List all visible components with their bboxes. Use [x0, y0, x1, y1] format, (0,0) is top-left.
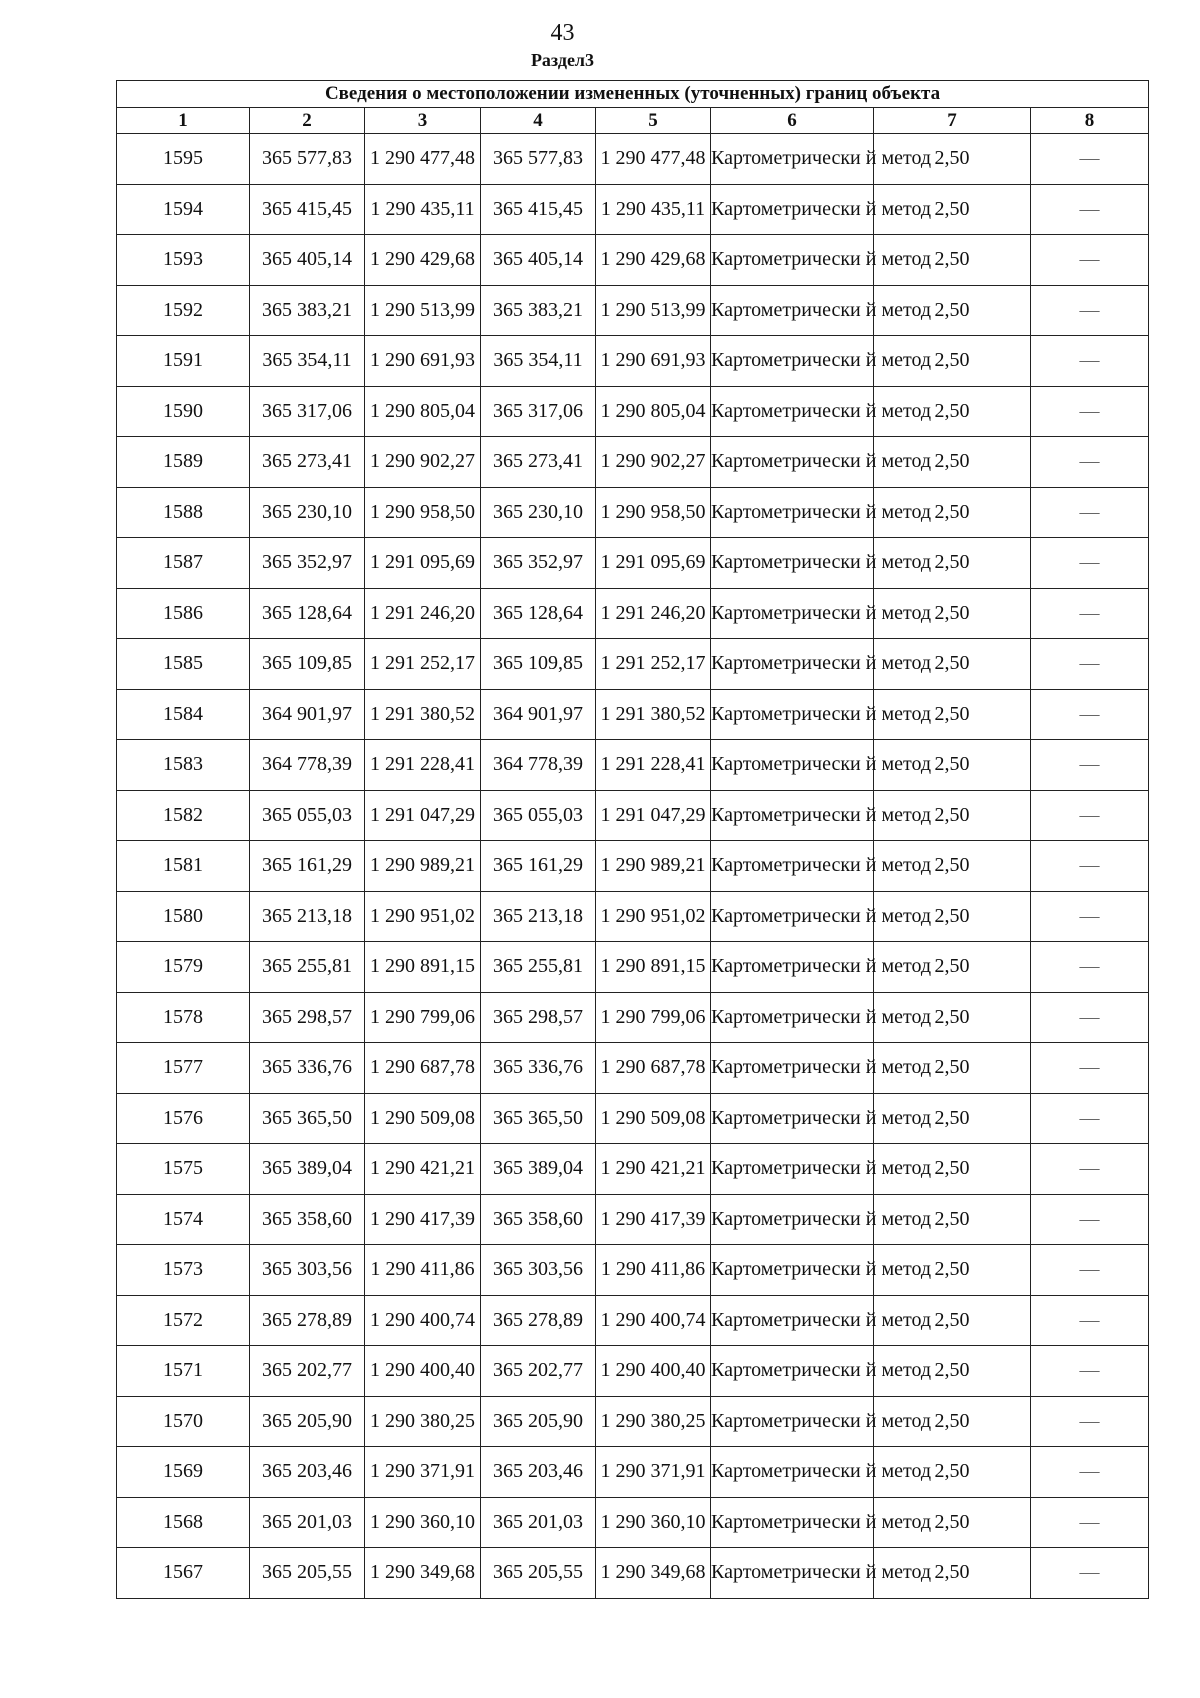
table-row: [117, 639, 1149, 690]
accuracy-cell: 2,50: [874, 992, 1031, 1043]
y-old-cell: 1 290 360,10: [365, 1497, 481, 1548]
accuracy-cell: 2,50: [874, 1497, 1031, 1548]
x-new-cell: 365 389,04: [481, 1144, 596, 1195]
y-new-cell: 1 290 891,15: [596, 942, 711, 993]
description-cell: —: [1031, 1548, 1149, 1599]
x-new-cell: 365 255,81: [481, 942, 596, 993]
y-old-cell: 1 291 095,69: [365, 538, 481, 589]
accuracy-cell: 2,50: [874, 386, 1031, 437]
y-new-cell: 1 291 228,41: [596, 740, 711, 791]
x-old-cell: 365 273,41: [250, 437, 365, 488]
x-new-cell: 365 317,06: [481, 386, 596, 437]
method-cell: Картометрически й метод: [711, 538, 874, 589]
description-cell: —: [1031, 1295, 1149, 1346]
y-old-cell: 1 290 799,06: [365, 992, 481, 1043]
accuracy-cell: 2,50: [874, 538, 1031, 589]
table-row: [117, 184, 1149, 235]
point-number-cell: 1588: [117, 487, 250, 538]
point-number-cell: 1581: [117, 841, 250, 892]
y-new-cell: 1 290 435,11: [596, 184, 711, 235]
x-new-cell: 365 415,45: [481, 184, 596, 235]
y-old-cell: 1 291 246,20: [365, 588, 481, 639]
description-cell: —: [1031, 992, 1149, 1043]
description-cell: —: [1031, 1194, 1149, 1245]
x-new-cell: 365 577,83: [481, 134, 596, 185]
description-cell: —: [1031, 1396, 1149, 1447]
y-new-cell: 1 290 371,91: [596, 1447, 711, 1498]
method-cell: Картометрически й метод: [711, 992, 874, 1043]
accuracy-cell: 2,50: [874, 235, 1031, 286]
y-old-cell: 1 291 252,17: [365, 639, 481, 690]
accuracy-cell: 2,50: [874, 487, 1031, 538]
method-cell: Картометрически й метод: [711, 740, 874, 791]
method-cell: Картометрически й метод: [711, 1295, 874, 1346]
y-old-cell: 1 291 047,29: [365, 790, 481, 841]
x-new-cell: 365 352,97: [481, 538, 596, 589]
x-new-cell: 365 202,77: [481, 1346, 596, 1397]
x-new-cell: 365 278,89: [481, 1295, 596, 1346]
method-cell: Картометрически й метод: [711, 184, 874, 235]
accuracy-cell: 2,50: [874, 1144, 1031, 1195]
point-number-cell: 1569: [117, 1447, 250, 1498]
table-row: [117, 1245, 1149, 1296]
point-number-cell: 1595: [117, 134, 250, 185]
accuracy-cell: 2,50: [874, 437, 1031, 488]
x-new-cell: 365 213,18: [481, 891, 596, 942]
table-row: [117, 134, 1149, 185]
x-new-cell: 365 055,03: [481, 790, 596, 841]
x-new-cell: 365 303,56: [481, 1245, 596, 1296]
y-new-cell: 1 291 380,52: [596, 689, 711, 740]
point-number-cell: 1567: [117, 1548, 250, 1599]
y-new-cell: 1 290 417,39: [596, 1194, 711, 1245]
y-new-cell: 1 290 429,68: [596, 235, 711, 286]
point-number-cell: 1570: [117, 1396, 250, 1447]
y-new-cell: 1 290 400,40: [596, 1346, 711, 1397]
y-new-cell: 1 290 509,08: [596, 1093, 711, 1144]
y-old-cell: 1 290 951,02: [365, 891, 481, 942]
point-number-cell: 1582: [117, 790, 250, 841]
method-cell: Картометрически й метод: [711, 1194, 874, 1245]
method-cell: Картометрически й метод: [711, 386, 874, 437]
y-old-cell: 1 291 228,41: [365, 740, 481, 791]
y-new-cell: 1 290 349,68: [596, 1548, 711, 1599]
description-cell: —: [1031, 588, 1149, 639]
column-header-8: 8: [1031, 108, 1149, 134]
coordinates-table: [116, 80, 1149, 1599]
method-cell: Картометрически й метод: [711, 841, 874, 892]
description-cell: —: [1031, 386, 1149, 437]
y-old-cell: 1 290 989,21: [365, 841, 481, 892]
x-new-cell: 364 778,39: [481, 740, 596, 791]
y-new-cell: 1 290 360,10: [596, 1497, 711, 1548]
description-cell: —: [1031, 740, 1149, 791]
x-new-cell: 365 205,90: [481, 1396, 596, 1447]
table-row: [117, 487, 1149, 538]
point-number-cell: 1568: [117, 1497, 250, 1548]
y-old-cell: 1 290 400,40: [365, 1346, 481, 1397]
y-old-cell: 1 290 400,74: [365, 1295, 481, 1346]
x-old-cell: 365 303,56: [250, 1245, 365, 1296]
x-new-cell: 365 405,14: [481, 235, 596, 286]
y-new-cell: 1 290 951,02: [596, 891, 711, 942]
table-row: [117, 992, 1149, 1043]
y-new-cell: 1 290 805,04: [596, 386, 711, 437]
point-number-cell: 1585: [117, 639, 250, 690]
description-cell: —: [1031, 639, 1149, 690]
column-header-4: 4: [481, 108, 596, 134]
method-cell: Картометрически й метод: [711, 1093, 874, 1144]
point-number-cell: 1580: [117, 891, 250, 942]
x-old-cell: 365 109,85: [250, 639, 365, 690]
column-header-6: 6: [711, 108, 874, 134]
accuracy-cell: 2,50: [874, 891, 1031, 942]
y-old-cell: 1 290 380,25: [365, 1396, 481, 1447]
method-cell: Картометрически й метод: [711, 1447, 874, 1498]
x-old-cell: 365 205,55: [250, 1548, 365, 1599]
table-row: [117, 588, 1149, 639]
accuracy-cell: 2,50: [874, 1093, 1031, 1144]
point-number-cell: 1592: [117, 285, 250, 336]
x-old-cell: 365 205,90: [250, 1396, 365, 1447]
y-new-cell: 1 290 421,21: [596, 1144, 711, 1195]
y-old-cell: 1 291 380,52: [365, 689, 481, 740]
table-row: [117, 1396, 1149, 1447]
method-cell: Картометрически й метод: [711, 891, 874, 942]
table-row: [117, 891, 1149, 942]
y-old-cell: 1 290 421,21: [365, 1144, 481, 1195]
x-old-cell: 365 352,97: [250, 538, 365, 589]
y-new-cell: 1 291 047,29: [596, 790, 711, 841]
y-new-cell: 1 290 380,25: [596, 1396, 711, 1447]
x-old-cell: 365 317,06: [250, 386, 365, 437]
y-old-cell: 1 290 958,50: [365, 487, 481, 538]
table-row: [117, 1548, 1149, 1599]
column-header-1: 1: [117, 108, 250, 134]
method-cell: Картометрически й метод: [711, 1144, 874, 1195]
point-number-cell: 1586: [117, 588, 250, 639]
accuracy-cell: 2,50: [874, 639, 1031, 690]
x-old-cell: 365 230,10: [250, 487, 365, 538]
x-old-cell: 365 255,81: [250, 942, 365, 993]
y-old-cell: 1 290 429,68: [365, 235, 481, 286]
x-new-cell: 365 109,85: [481, 639, 596, 690]
description-cell: —: [1031, 891, 1149, 942]
table-caption: Сведения о местоположении измененных (уточненных) границ объекта: [117, 81, 1149, 108]
y-new-cell: 1 291 252,17: [596, 639, 711, 690]
accuracy-cell: 2,50: [874, 1396, 1031, 1447]
accuracy-cell: 2,50: [874, 336, 1031, 387]
y-new-cell: 1 290 799,06: [596, 992, 711, 1043]
description-cell: —: [1031, 134, 1149, 185]
y-new-cell: 1 290 411,86: [596, 1245, 711, 1296]
x-old-cell: 365 055,03: [250, 790, 365, 841]
table-row: [117, 1497, 1149, 1548]
table-row: [117, 437, 1149, 488]
table-row: [117, 538, 1149, 589]
table-row: [117, 942, 1149, 993]
x-new-cell: 365 354,11: [481, 336, 596, 387]
y-new-cell: 1 290 477,48: [596, 134, 711, 185]
accuracy-cell: 2,50: [874, 1194, 1031, 1245]
method-cell: Картометрически й метод: [711, 1346, 874, 1397]
description-cell: —: [1031, 1346, 1149, 1397]
column-header-7: 7: [874, 108, 1031, 134]
y-new-cell: 1 290 400,74: [596, 1295, 711, 1346]
table-row: [117, 386, 1149, 437]
x-old-cell: 364 778,39: [250, 740, 365, 791]
point-number-cell: 1593: [117, 235, 250, 286]
column-header-row: [117, 108, 1149, 134]
description-cell: —: [1031, 336, 1149, 387]
x-new-cell: 365 201,03: [481, 1497, 596, 1548]
description-cell: —: [1031, 1447, 1149, 1498]
accuracy-cell: 2,50: [874, 1245, 1031, 1296]
x-old-cell: 365 128,64: [250, 588, 365, 639]
description-cell: —: [1031, 1043, 1149, 1094]
x-old-cell: 365 213,18: [250, 891, 365, 942]
description-cell: —: [1031, 1144, 1149, 1195]
method-cell: Картометрически й метод: [711, 1497, 874, 1548]
y-new-cell: 1 291 246,20: [596, 588, 711, 639]
x-new-cell: 365 358,60: [481, 1194, 596, 1245]
description-cell: —: [1031, 184, 1149, 235]
point-number-cell: 1590: [117, 386, 250, 437]
y-old-cell: 1 290 687,78: [365, 1043, 481, 1094]
description-cell: —: [1031, 1245, 1149, 1296]
page-number: 43: [550, 20, 575, 46]
table-row: [117, 1295, 1149, 1346]
x-old-cell: 365 358,60: [250, 1194, 365, 1245]
x-old-cell: 365 354,11: [250, 336, 365, 387]
x-new-cell: 365 383,21: [481, 285, 596, 336]
y-new-cell: 1 290 902,27: [596, 437, 711, 488]
table-row: [117, 1144, 1149, 1195]
method-cell: Картометрически й метод: [711, 689, 874, 740]
x-old-cell: 364 901,97: [250, 689, 365, 740]
accuracy-cell: 2,50: [874, 1043, 1031, 1094]
description-cell: —: [1031, 689, 1149, 740]
x-old-cell: 365 336,76: [250, 1043, 365, 1094]
description-cell: —: [1031, 437, 1149, 488]
y-old-cell: 1 290 349,68: [365, 1548, 481, 1599]
description-cell: —: [1031, 942, 1149, 993]
description-cell: —: [1031, 538, 1149, 589]
table-row: [117, 689, 1149, 740]
x-new-cell: 365 273,41: [481, 437, 596, 488]
x-new-cell: 365 336,76: [481, 1043, 596, 1094]
description-cell: —: [1031, 235, 1149, 286]
method-cell: Картометрически й метод: [711, 639, 874, 690]
x-old-cell: 365 201,03: [250, 1497, 365, 1548]
x-new-cell: 365 203,46: [481, 1447, 596, 1498]
accuracy-cell: 2,50: [874, 1447, 1031, 1498]
x-new-cell: 365 230,10: [481, 487, 596, 538]
method-cell: Картометрически й метод: [711, 790, 874, 841]
point-number-cell: 1583: [117, 740, 250, 791]
accuracy-cell: 2,50: [874, 790, 1031, 841]
point-number-cell: 1584: [117, 689, 250, 740]
y-new-cell: 1 290 958,50: [596, 487, 711, 538]
method-cell: Картометрически й метод: [711, 285, 874, 336]
accuracy-cell: 2,50: [874, 588, 1031, 639]
y-old-cell: 1 290 513,99: [365, 285, 481, 336]
x-new-cell: 365 365,50: [481, 1093, 596, 1144]
accuracy-cell: 2,50: [874, 689, 1031, 740]
accuracy-cell: 2,50: [874, 1295, 1031, 1346]
y-new-cell: 1 291 095,69: [596, 538, 711, 589]
table-row: [117, 1346, 1149, 1397]
point-number-cell: 1574: [117, 1194, 250, 1245]
method-cell: Картометрически й метод: [711, 235, 874, 286]
accuracy-cell: 2,50: [874, 184, 1031, 235]
y-old-cell: 1 290 691,93: [365, 336, 481, 387]
y-old-cell: 1 290 417,39: [365, 1194, 481, 1245]
accuracy-cell: 2,50: [874, 942, 1031, 993]
x-new-cell: 365 161,29: [481, 841, 596, 892]
point-number-cell: 1578: [117, 992, 250, 1043]
accuracy-cell: 2,50: [874, 134, 1031, 185]
accuracy-cell: 2,50: [874, 285, 1031, 336]
x-new-cell: 365 205,55: [481, 1548, 596, 1599]
method-cell: Картометрически й метод: [711, 437, 874, 488]
point-number-cell: 1591: [117, 336, 250, 387]
y-new-cell: 1 290 687,78: [596, 1043, 711, 1094]
method-cell: Картометрически й метод: [711, 1396, 874, 1447]
point-number-cell: 1571: [117, 1346, 250, 1397]
point-number-cell: 1594: [117, 184, 250, 235]
method-cell: Картометрически й метод: [711, 942, 874, 993]
y-old-cell: 1 290 411,86: [365, 1245, 481, 1296]
x-old-cell: 365 365,50: [250, 1093, 365, 1144]
point-number-cell: 1573: [117, 1245, 250, 1296]
description-cell: —: [1031, 285, 1149, 336]
point-number-cell: 1587: [117, 538, 250, 589]
method-cell: Картометрически й метод: [711, 134, 874, 185]
x-old-cell: 365 161,29: [250, 841, 365, 892]
section-title: Раздел3: [530, 50, 595, 70]
column-header-3: 3: [365, 108, 481, 134]
accuracy-cell: 2,50: [874, 740, 1031, 791]
table-row: [117, 740, 1149, 791]
table-row: [117, 1043, 1149, 1094]
point-number-cell: 1577: [117, 1043, 250, 1094]
point-number-cell: 1579: [117, 942, 250, 993]
y-old-cell: 1 290 435,11: [365, 184, 481, 235]
description-cell: —: [1031, 790, 1149, 841]
description-cell: —: [1031, 1497, 1149, 1548]
table-row: [117, 1194, 1149, 1245]
x-old-cell: 365 405,14: [250, 235, 365, 286]
y-old-cell: 1 290 509,08: [365, 1093, 481, 1144]
x-old-cell: 365 415,45: [250, 184, 365, 235]
description-cell: —: [1031, 1093, 1149, 1144]
y-new-cell: 1 290 691,93: [596, 336, 711, 387]
method-cell: Картометрически й метод: [711, 336, 874, 387]
x-old-cell: 365 577,83: [250, 134, 365, 185]
table-body: [117, 134, 1149, 1599]
y-old-cell: 1 290 477,48: [365, 134, 481, 185]
table-row: [117, 235, 1149, 286]
y-new-cell: 1 290 513,99: [596, 285, 711, 336]
x-old-cell: 365 383,21: [250, 285, 365, 336]
method-cell: Картометрически й метод: [711, 1245, 874, 1296]
x-old-cell: 365 298,57: [250, 992, 365, 1043]
table-row: [117, 1093, 1149, 1144]
x-old-cell: 365 203,46: [250, 1447, 365, 1498]
y-new-cell: 1 290 989,21: [596, 841, 711, 892]
accuracy-cell: 2,50: [874, 841, 1031, 892]
x-old-cell: 365 389,04: [250, 1144, 365, 1195]
method-cell: Картометрически й метод: [711, 487, 874, 538]
method-cell: Картометрически й метод: [711, 1548, 874, 1599]
description-cell: —: [1031, 487, 1149, 538]
table-row: [117, 285, 1149, 336]
point-number-cell: 1572: [117, 1295, 250, 1346]
column-header-2: 2: [250, 108, 365, 134]
y-old-cell: 1 290 371,91: [365, 1447, 481, 1498]
x-new-cell: 365 298,57: [481, 992, 596, 1043]
description-cell: —: [1031, 841, 1149, 892]
table-row: [117, 1447, 1149, 1498]
point-number-cell: 1576: [117, 1093, 250, 1144]
y-old-cell: 1 290 891,15: [365, 942, 481, 993]
table-row: [117, 336, 1149, 387]
point-number-cell: 1589: [117, 437, 250, 488]
x-old-cell: 365 278,89: [250, 1295, 365, 1346]
x-new-cell: 365 128,64: [481, 588, 596, 639]
method-cell: Картометрически й метод: [711, 1043, 874, 1094]
y-old-cell: 1 290 902,27: [365, 437, 481, 488]
x-new-cell: 364 901,97: [481, 689, 596, 740]
column-header-5: 5: [596, 108, 711, 134]
table-row: [117, 790, 1149, 841]
y-old-cell: 1 290 805,04: [365, 386, 481, 437]
accuracy-cell: 2,50: [874, 1548, 1031, 1599]
accuracy-cell: 2,50: [874, 1346, 1031, 1397]
table-row: [117, 841, 1149, 892]
method-cell: Картометрически й метод: [711, 588, 874, 639]
x-old-cell: 365 202,77: [250, 1346, 365, 1397]
point-number-cell: 1575: [117, 1144, 250, 1195]
